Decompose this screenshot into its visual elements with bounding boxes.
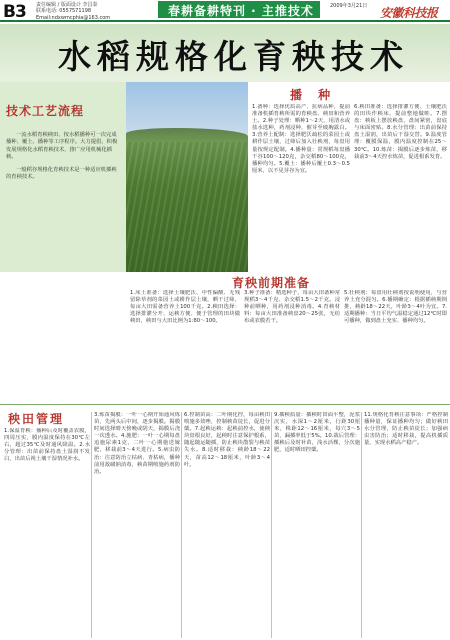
masthead-meta	[36, 2, 110, 21]
sidebar-body	[6, 132, 118, 188]
photo-rice-rows	[126, 142, 248, 272]
sidebar-paragraph: 一流水稻育秧秧田、按水稻播种可一次完成播种、覆土、播种等工序程序。大力提倡、积极发展规格化水稻育秧技术，推广应用机械化插秧。	[6, 132, 118, 160]
nursery-column: 3.炼苗揭膜：一叶一心期开始通风炼苗，先两头后中间，逐步揭膜。揭膜时间选择晴天傍晚或阴天，揭膜后浇一次透水。4.施肥：一叶一心期每盘追施尿素1克，二叶一心期施送嫁肥，移栽前3～4天进行。5.病虫防治：注意防治立枯病、青枯病，播种前用敌磺钠消毒，秧苗期喷施药剂防治。	[94, 412, 180, 475]
column-rule	[361, 412, 362, 638]
prep-heading: 育秧前期准备	[232, 276, 311, 290]
prep-column: 3.种子准备：精选种子，每亩大田备种常规稻3～4千克、杂交稻1.5～2千克。浸种前晒种，用药剂浸种消毒。4.育秧材料：每亩大田准备秧盘20～25张，无纺布或农膜若干。	[244, 290, 340, 325]
sidebar-title: 技术工艺流程	[6, 104, 85, 118]
masthead	[0, 0, 450, 22]
nursery-column: 11.规格化育秧注意事项：严格控制播种量，保证播种均匀；做好秧田水分管理，防止秧苗徒长；加强病虫害防治；适时移栽，提高机插质量，实现水稻高产稳产。	[364, 412, 448, 447]
column-rule	[91, 412, 92, 638]
email-line: Email:ndxwmcphia@163.com	[36, 14, 111, 21]
process-sidebar	[0, 82, 126, 272]
nursery-column: 6.控制苗高：二叶期化控，每亩秧田喷施多效唑，控制秧苗徒长，促进分蘖。7.起秧运秧：起秧前控水，使秧块盘根良好，起秧时注意保护根系，随起随运随插，防止秧块散裂与秧苗失水。8.适时移栽：秧龄18～22天，苗高12～18厘米，叶龄3～4叶。	[184, 412, 270, 468]
page-number: B3	[3, 2, 26, 22]
column-rule	[181, 412, 182, 638]
section-divider	[0, 404, 450, 405]
nursery-heading: 秧田管理	[8, 412, 65, 426]
section-title: 春耕备耕特刊 · 主推技术	[168, 4, 314, 18]
photo-hills	[126, 128, 248, 142]
column-rule	[271, 412, 272, 638]
sidebar-paragraph: 一般稻谷规格化育秧技术是一种适应机插秧的育秧技术。	[6, 167, 117, 181]
tel-line: 联系电话: 0557571198	[36, 8, 92, 15]
nursery-column: 1.保温育秧：播种后及时覆盖农膜，四周压实，膜内温度保持在30℃左右，超过35℃及时通风降温。2.水分管理：出苗前保持盘土湿润不发白，出苗后视土壤干湿情况补水。	[4, 428, 90, 463]
nursery-column: 9.插秧质量：插秧时田面平整，泥浆沉实，水深1～2厘米，行距30厘米，株距12～16厘米，每穴3～5苗，漏插率低于5%。10.栽后管理：插秧后及时补苗，浅水活棵，分次施肥，适时晒田控蘖。	[274, 412, 360, 454]
hero-banner	[0, 24, 450, 82]
sowing-column: 6.秧田准备：选择排灌方便、土壤肥沃的田块作秧床，提前整地做畦。7.摆盘：秧板上摆放秧盘，盘间紧密，盘底与床面密贴。8.水分管理：出苗前保持盘土湿润，出苗后干湿交替。9.温度管理：覆膜保温，膜内温度控制在25～30℃。10.炼苗：揭膜后逐步炼苗，移栽前3～4天控水炼苗，促进根系发育。	[354, 104, 447, 160]
rice-field-photo	[126, 82, 248, 272]
issue-date: 2009年3月21日	[330, 3, 368, 9]
sowing-column: 1.备种：选择优质高产、抗病品种，提前准备机插育秧所需的育秧盘、秧田和营养土。2.种子处理：晒种1～2天，用清水或盐水选种，药剂浸种，催芽至破胸露白。3.营养土配制：选择肥沃疏松的菜园土或耕作层土壤，过筛后加入壮秧剂，每盘用量按规定配制。4.播种量：常规稻每盘播干谷100～120克，杂交稻80～100克，播种均匀。5.覆土：播种后覆土0.3～0.5厘米，以不见芽谷为宜。	[252, 104, 350, 174]
prep-column: 1.床土准备：选择土壤肥沃、中性偏酸、无残留除草剂的菜园土或耕作层土壤，晒干过筛，每亩大田需备营养土100千克。2.秧田选择：选择排灌分开、运秧方便、便于管理的田块做秧田，秧田与大田比例为1:80～100。	[130, 290, 240, 325]
prep-column: 5.壮秧剂：每盘用壮秧剂按说明使用，与营养土充分混匀。6.播期确定：根据插秧期倒推，秧龄18～22天，叶龄3～4叶为宜。7.适期播种：当日平均气温稳定通过12℃时即可播种，做到盘土充实、播种均匀。	[344, 290, 447, 325]
newspaper-logo: 安徽科技报	[380, 6, 438, 20]
sowing-heading: 播 种	[290, 88, 337, 102]
editor-line: 责任编辑 / 版面设计 李昌泰	[36, 2, 98, 8]
headline: 水稻规格化育秧技术	[58, 37, 409, 76]
